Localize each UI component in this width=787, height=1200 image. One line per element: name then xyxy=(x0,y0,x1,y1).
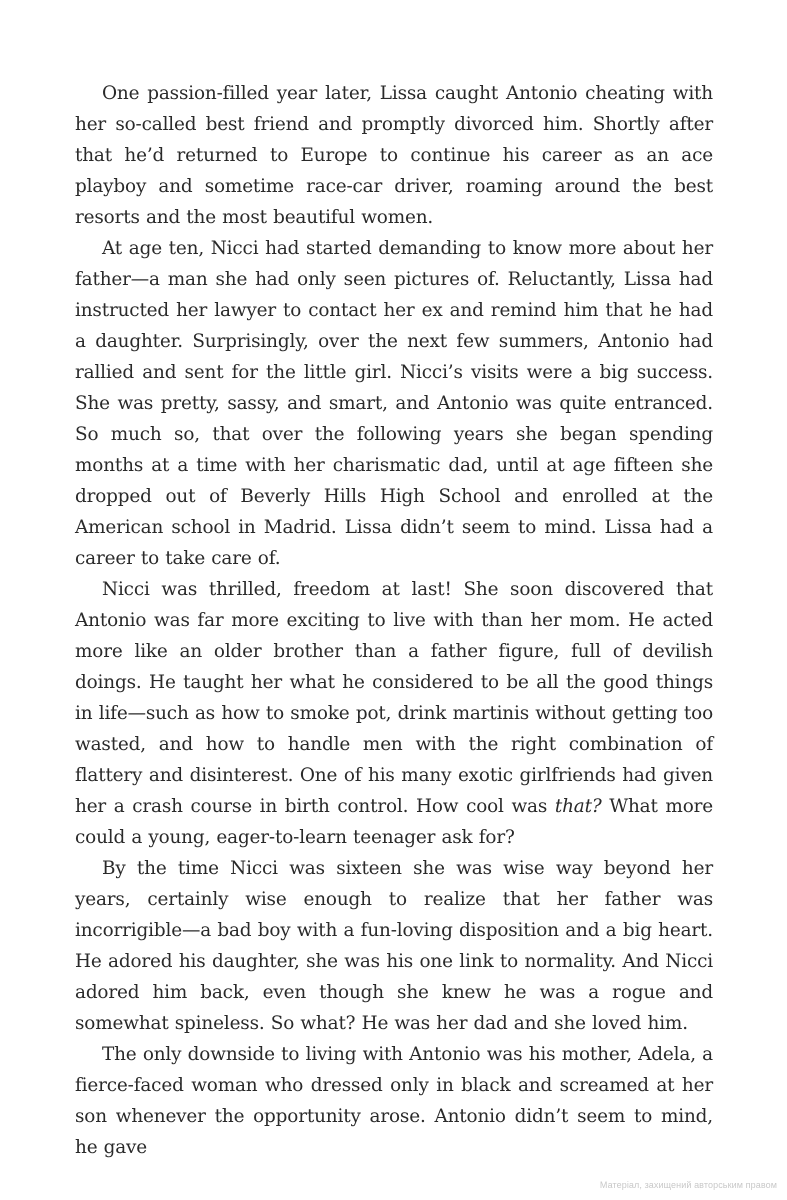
paragraph-1: One passion-filled year later, Lissa caught Antonio cheating with her so-called best friend and promptly divorced him. Shortly after that he’d returned to Europe to continue his career as an ace playboy and sometime race-car driver, roaming around the best resorts and the most beautiful women. xyxy=(75,83,713,228)
paragraph-4: By the time Nicci was sixteen she was wise way beyond her years, certainly wise enough to realize that her father was incorrigible—a bad boy with a fun-loving disposition and a big heart. He adored his daughter, she was his one link to normality. And Nicci adored him back, even though she knew he was a rogue and somewhat spineless. So what? He was her dad and she loved him. xyxy=(75,858,713,1034)
paragraph-5: The only downside to living with Antonio was his mother, Adela, a fierce-faced woman who dressed only in black and screamed at her son whenever the opportunity arose. Antonio didn’t seem to mind, he gave xyxy=(75,1044,713,1158)
paragraph-3-text-after: What more could a young, eager-to-learn teenager ask for? xyxy=(75,796,713,848)
copyright-watermark: Матеріал, захищений авторським правом xyxy=(599,1180,777,1190)
paragraph-3-text-before: Nicci was thrilled, freedom at last! She soon discovered that Antonio was far more exciting to live with than her mom. He acted more like an older brother than a father figure, full of devilish doings. He taught her what he considered to be all the good things in life—such as how to smoke pot, drink martinis without getting too wasted, and how to handle men with the right combination of flattery and disinterest. One of his many exotic girlfriends had given her a crash course in birth control. How cool was xyxy=(75,579,713,817)
paragraph-3-emphasis: that? xyxy=(554,796,602,817)
book-page xyxy=(75,78,713,1163)
paragraph-2: At age ten, Nicci had started demanding to know more about her father—a man she had only seen pictures of. Reluctantly, Lissa had instructed her lawyer to contact her ex and remind him that he had a daughter. Surprisingly, over the next few summers, Antonio had rallied and sent for the little girl. Nicci’s visits were a big success. She was pretty, sassy, and smart, and Antonio was quite entranced. So much so, that over the following years she began spending months at a time with her charismatic dad, until at age fifteen she dropped out of Beverly Hills High School and enrolled at the American school in Madrid. Lissa didn’t seem to mind. Lissa had a career to take care of. xyxy=(75,238,713,569)
paragraph-3 xyxy=(75,574,713,853)
